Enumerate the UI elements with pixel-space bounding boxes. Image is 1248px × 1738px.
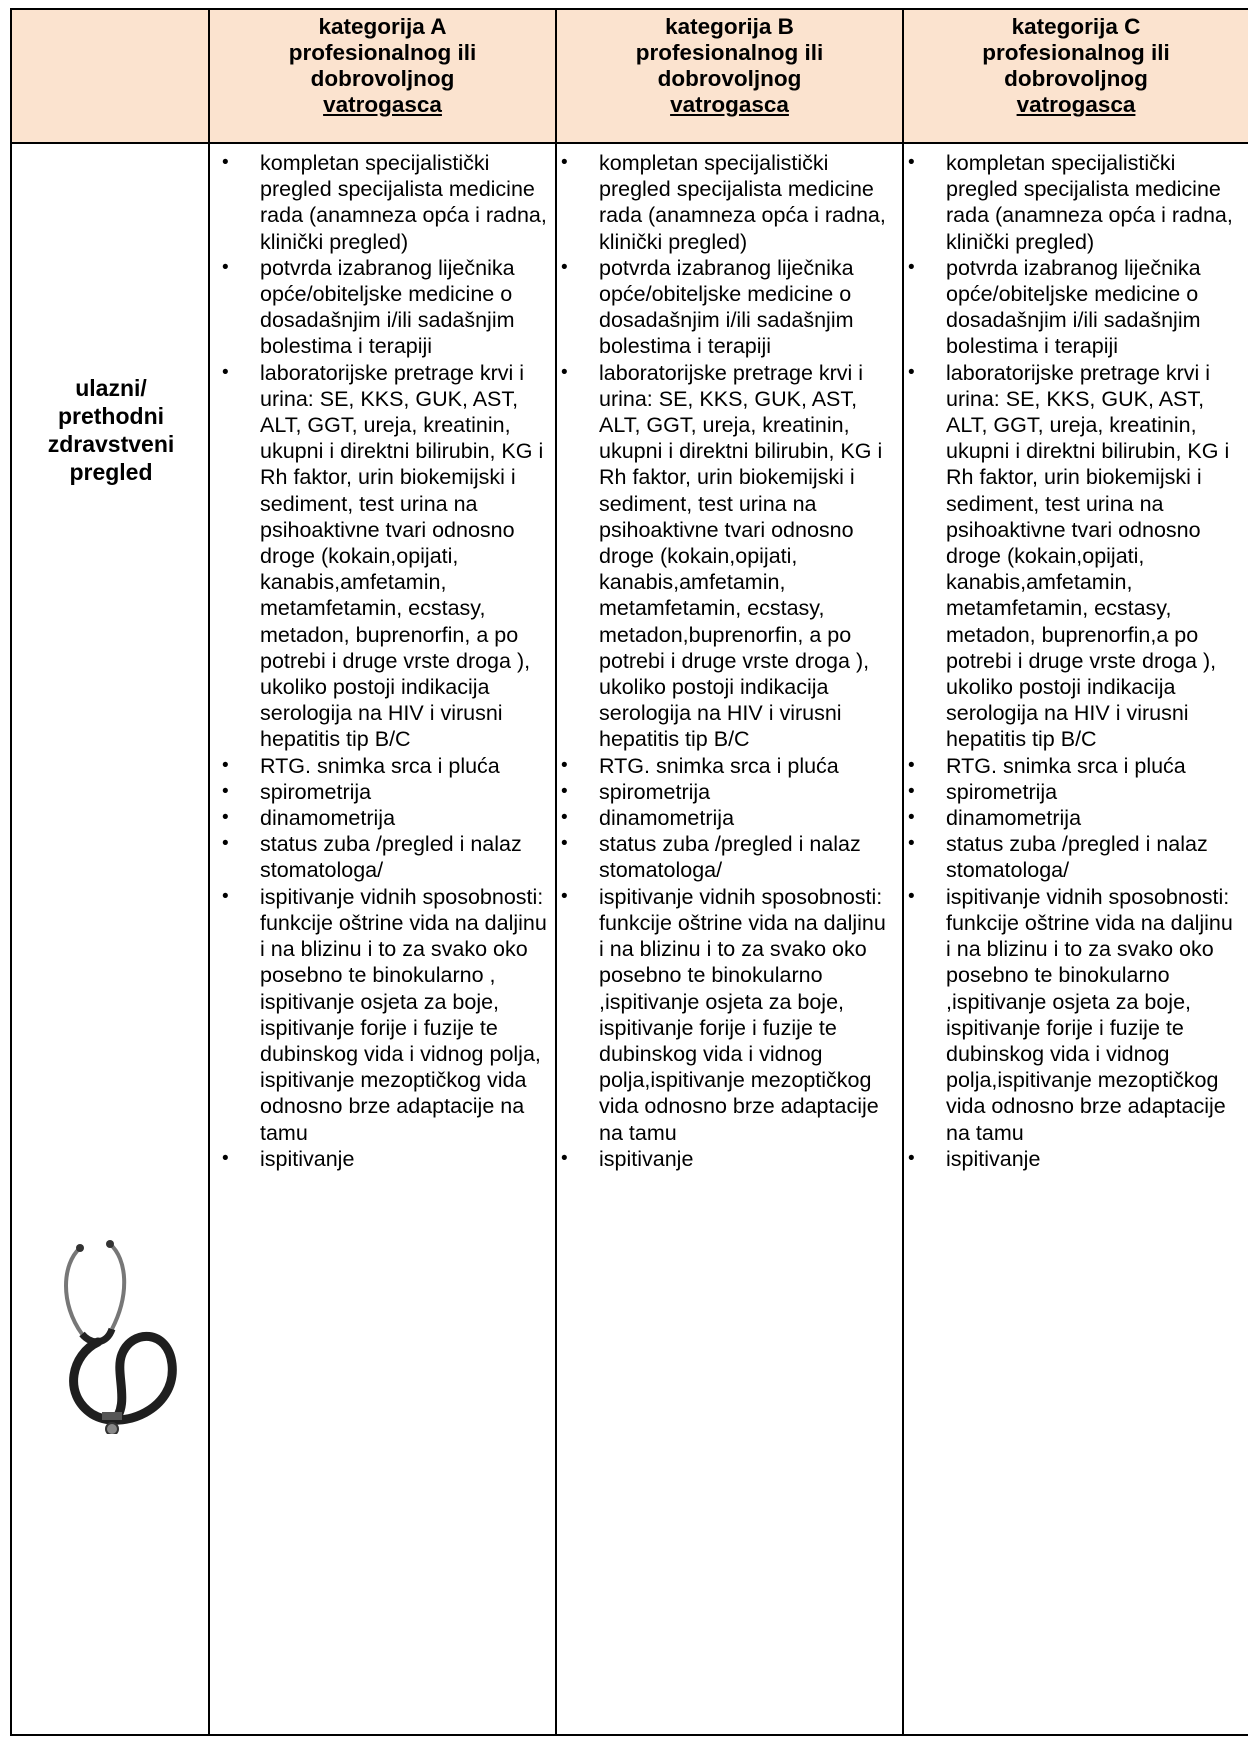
header-c-line-1: kategorija C — [1011, 14, 1141, 39]
examination-table — [10, 8, 1248, 1736]
list-item: • RTG. snimka srca i pluća — [210, 753, 555, 779]
header-c-line-4: vatrogasca — [1016, 92, 1136, 117]
exam-row — [11, 143, 1248, 1735]
row-label-line-2: prethodni — [57, 403, 165, 429]
row-label-line-1: ulazni/ — [75, 375, 147, 401]
column-c-cell — [903, 143, 1248, 1735]
row-label-line-3: zdravstveni — [47, 431, 175, 457]
column-a-list — [210, 144, 555, 1172]
list-item: • status zuba /pregled i nalaz stomatologa/ — [904, 831, 1248, 883]
list-item: • ispitivanje — [557, 1146, 902, 1172]
list-item: • spirometrija — [904, 779, 1248, 805]
list-item: • dinamometrija — [210, 805, 555, 831]
header-a-line-1: kategorija A — [318, 14, 447, 39]
list-item: • status zuba /pregled i nalaz stomatologa/ — [557, 831, 902, 883]
list-item: • ispitivanje vidnih sposobnosti: funkcije oštrine vida na daljinu i na blizinu i to za svako oko posebno te binokularno , ispitivanje osjeta za boje, ispitivanje forije i fuzije te dubinskog vida i vidnog polja, ispitivanje mezoptičkog vida odnosno brze adaptacije na tamu — [210, 884, 555, 1146]
header-category-a — [209, 9, 556, 143]
list-item: • ispitivanje vidnih sposobnosti: funkcije oštrine vida na daljinu i na blizinu i to za svako oko posebno te binokularno ,ispitivanje osjeta za boje, ispitivanje forije i fuzije te dubinskog vida i vidnog polja,ispitivanje mezoptičkog vida odnosno brze adaptacije na tamu — [557, 884, 902, 1146]
header-c-line-3: dobrovoljnog — [1004, 66, 1148, 91]
list-item: • ispitivanje — [904, 1146, 1248, 1172]
list-item: • kompletan specijalistički pregled specijalista medicine rada (anamneza opća i radna, klinički pregled) — [210, 150, 555, 255]
column-c-list — [904, 144, 1248, 1172]
header-b-line-3: dobrovoljnog — [657, 66, 802, 91]
list-item: • RTG. snimka srca i pluća — [557, 753, 902, 779]
header-b-line-2: profesionalnog ili — [635, 40, 824, 65]
row-label — [12, 374, 210, 486]
list-item: • ispitivanje vidnih sposobnosti: funkcije oštrine vida na daljinu i na blizinu i to za svako oko posebno te binokularno ,ispitivanje osjeta za boje, ispitivanje forije i fuzije te dubinskog vida i vidnog polja,ispitivanje mezoptičkog vida odnosno brze adaptacije na tamu — [904, 884, 1248, 1146]
list-item: • RTG. snimka srca i pluća — [904, 753, 1248, 779]
column-a-cell — [209, 143, 556, 1735]
row-label-line-4: pregled — [69, 459, 153, 485]
list-item: • dinamometrija — [557, 805, 902, 831]
list-item: • spirometrija — [557, 779, 902, 805]
list-item: • laboratorijske pretrage krvi i urina: SE, KKS, GUK, AST, ALT, GGT, ureja, kreatinin, ukupni i direktni bilirubin, KG i Rh faktor, urin biokemijski i sediment, test urina na psihoaktivne tvari odnosno droge (kokain,opijati, kanabis,amfetamin, metamfetamin, ecstasy, metadon,buprenorfin, a po potrebi i druge vrste droga ), ukoliko postoji indikacija serologija na HIV i virusni hepatitis tip B/C — [557, 360, 902, 753]
header-a-line-3: dobrovoljnog — [310, 66, 455, 91]
list-item: • potvrda izabranog liječnika opće/obiteljske medicine o dosadašnjim i/ili sadašnjim bolestima i terapiji — [557, 255, 902, 360]
header-a-line-2: profesionalnog ili — [288, 40, 477, 65]
column-b-list — [557, 144, 902, 1172]
list-item: • status zuba /pregled i nalaz stomatologa/ — [210, 831, 555, 883]
header-b-line-1: kategorija B — [665, 14, 794, 39]
list-item: • potvrda izabranog liječnika opće/obiteljske medicine o dosadašnjim i/ili sadašnjim bolestima i terapiji — [904, 255, 1248, 360]
header-a-line-4: vatrogasca — [323, 92, 442, 117]
list-item: • laboratorijske pretrage krvi i urina: SE, KKS, GUK, AST, ALT, GGT, ureja, kreatinin, ukupni i direktni bilirubin, KG i Rh faktor, urin biokemijski i sediment, test urina na psihoaktivne tvari odnosno droge (kokain,opijati, kanabis,amfetamin, metamfetamin, ecstasy, metadon, buprenorfin,a po potrebi i druge vrste droga ), ukoliko postoji indikacija serologija na HIV i virusni hepatitis tip B/C — [904, 360, 1248, 753]
column-b-cell — [556, 143, 903, 1735]
list-item: • laboratorijske pretrage krvi i urina: SE, KKS, GUK, AST, ALT, GGT, ureja, kreatinin, ukupni i direktni bilirubin, KG i Rh faktor, urin biokemijski i sediment, test urina na psihoaktivne tvari odnosno droge (kokain,opijati, kanabis,amfetamin, metamfetamin, ecstasy, metadon, buprenorfin, a po potrebi i druge vrste droga ), ukoliko postoji indikacija serologija na HIV i virusni hepatitis tip B/C — [210, 360, 555, 753]
header-row — [11, 9, 1248, 143]
row-label-cell — [11, 143, 209, 1735]
list-item: • potvrda izabranog liječnika opće/obiteljske medicine o dosadašnjim i/ili sadašnjim bolestima i terapiji — [210, 255, 555, 360]
header-category-b — [556, 9, 903, 143]
list-item: • dinamometrija — [904, 805, 1248, 831]
list-item: • kompletan specijalistički pregled specijalista medicine rada (anamneza opća i radna, klinički pregled) — [904, 150, 1248, 255]
list-item: • ispitivanje — [210, 1146, 555, 1172]
list-item: • kompletan specijalistički pregled specijalista medicine rada (anamneza opća i radna, klinički pregled) — [557, 150, 902, 255]
header-category-c — [903, 9, 1248, 143]
header-b-line-4: vatrogasca — [670, 92, 789, 117]
header-empty-cell — [11, 9, 209, 143]
stethoscope-icon — [52, 1234, 202, 1434]
list-item: • spirometrija — [210, 779, 555, 805]
header-c-line-2: profesionalnog ili — [982, 40, 1170, 65]
